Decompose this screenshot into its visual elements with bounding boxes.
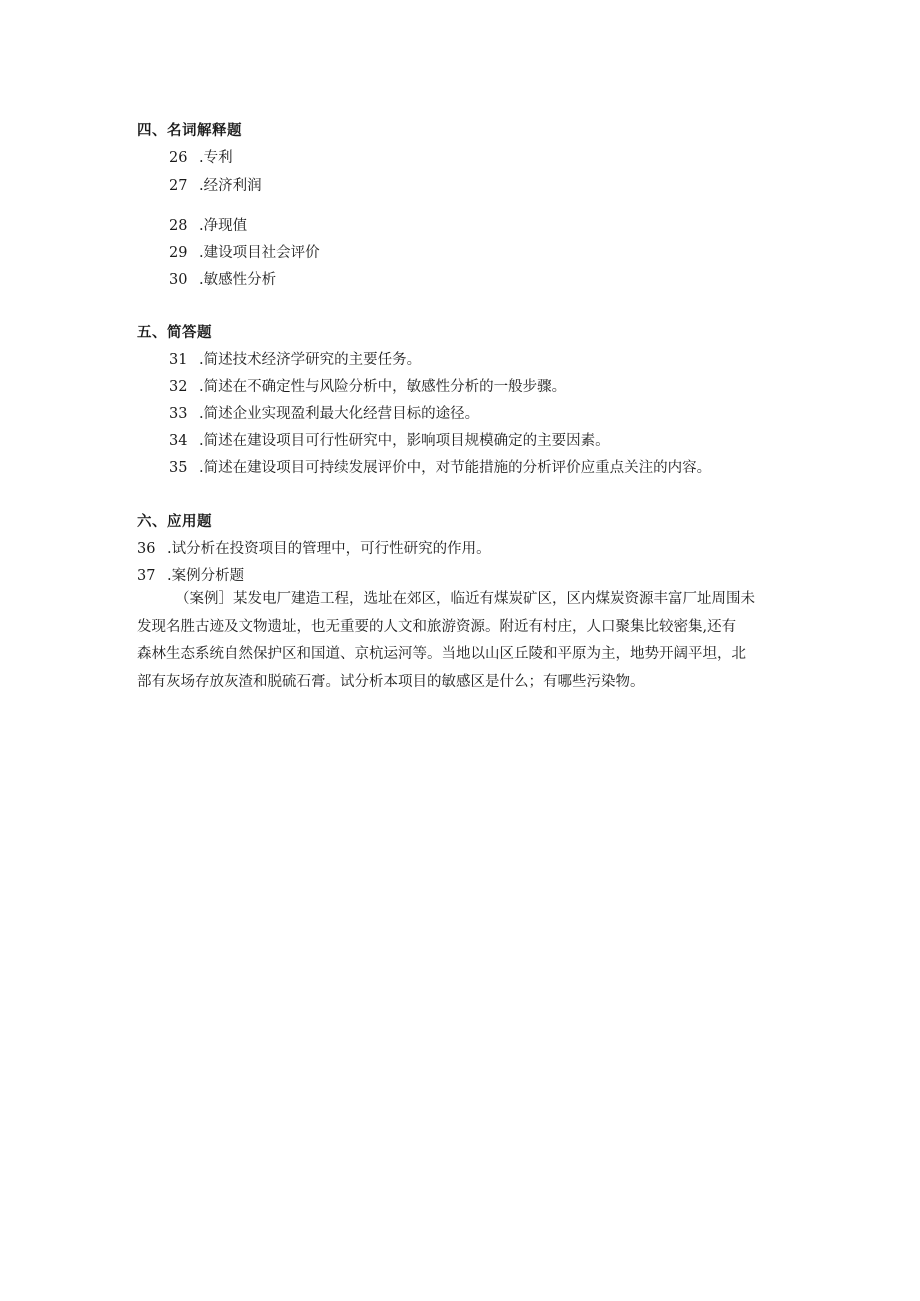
question-28 xyxy=(169,214,247,235)
question-text: .简述企业实现盈利最大化经营目标的途径。 xyxy=(199,406,480,422)
question-32 xyxy=(169,375,566,396)
question-number: 36 xyxy=(137,541,156,557)
question-number: 34 xyxy=(169,433,188,449)
question-text: .案例分析题 xyxy=(167,568,245,584)
question-number: 37 xyxy=(137,568,156,584)
question-number: 33 xyxy=(169,406,188,422)
question-number: 31 xyxy=(169,352,188,368)
question-29 xyxy=(169,241,320,262)
question-27 xyxy=(169,174,262,195)
question-text: .简述在不确定性与风险分析中，敏感性分析的一般步骤。 xyxy=(199,379,567,395)
question-number: 29 xyxy=(169,245,188,261)
case-line: 发现名胜古迹及文物遗址，也无重要的人文和旅游资源。附近有村庄，人口聚集比较密集,还有 xyxy=(137,618,737,635)
question-text: .建设项目社会评价 xyxy=(199,245,320,261)
question-text: .简述在建设项目可行性研究中，影响项目规模确定的主要因素。 xyxy=(199,433,610,449)
question-31 xyxy=(169,348,421,369)
question-26 xyxy=(169,146,233,167)
section-6-heading: 六、应用题 xyxy=(137,514,212,530)
section-5-heading: 五、简答题 xyxy=(137,325,212,341)
question-36 xyxy=(137,537,491,558)
case-line: （案例］某发电厂建造工程，选址在郊区，临近有煤炭矿区，区内煤炭资源丰富厂址周围未 xyxy=(175,591,755,607)
question-text: .净现值 xyxy=(199,218,248,234)
question-text: .专利 xyxy=(199,150,233,166)
case-line: 部有灰场存放灰渣和脱硫石膏。试分析本项目的敏感区是什么；有哪些污染物。 xyxy=(137,673,645,690)
question-number: 30 xyxy=(169,272,188,288)
question-number: 35 xyxy=(169,460,188,476)
question-37 xyxy=(137,564,244,585)
case-paragraph xyxy=(137,586,787,696)
question-number: 28 xyxy=(169,218,188,234)
question-number: 27 xyxy=(169,178,188,194)
question-text: .简述在建设项目可持续发展评价中，对节能措施的分析评价应重点关注的内容。 xyxy=(199,460,712,476)
question-34 xyxy=(169,429,610,450)
question-text: .经济利润 xyxy=(199,178,262,194)
question-30 xyxy=(169,268,276,289)
question-text: .试分析在投资项目的管理中，可行性研究的作用。 xyxy=(167,541,491,557)
question-text: .简述技术经济学研究的主要任务。 xyxy=(199,352,422,368)
question-number: 26 xyxy=(169,150,188,166)
question-35 xyxy=(169,456,711,477)
case-line: 森林生态系统自然保护区和国道、京杭运河等。当地以山区丘陵和平原为主，地势开阔平坦，北 xyxy=(137,646,746,662)
question-33 xyxy=(169,402,479,423)
section-4-heading: 四、名词解释题 xyxy=(137,123,242,139)
question-text: .敏感性分析 xyxy=(199,272,277,288)
question-number: 32 xyxy=(169,379,188,395)
